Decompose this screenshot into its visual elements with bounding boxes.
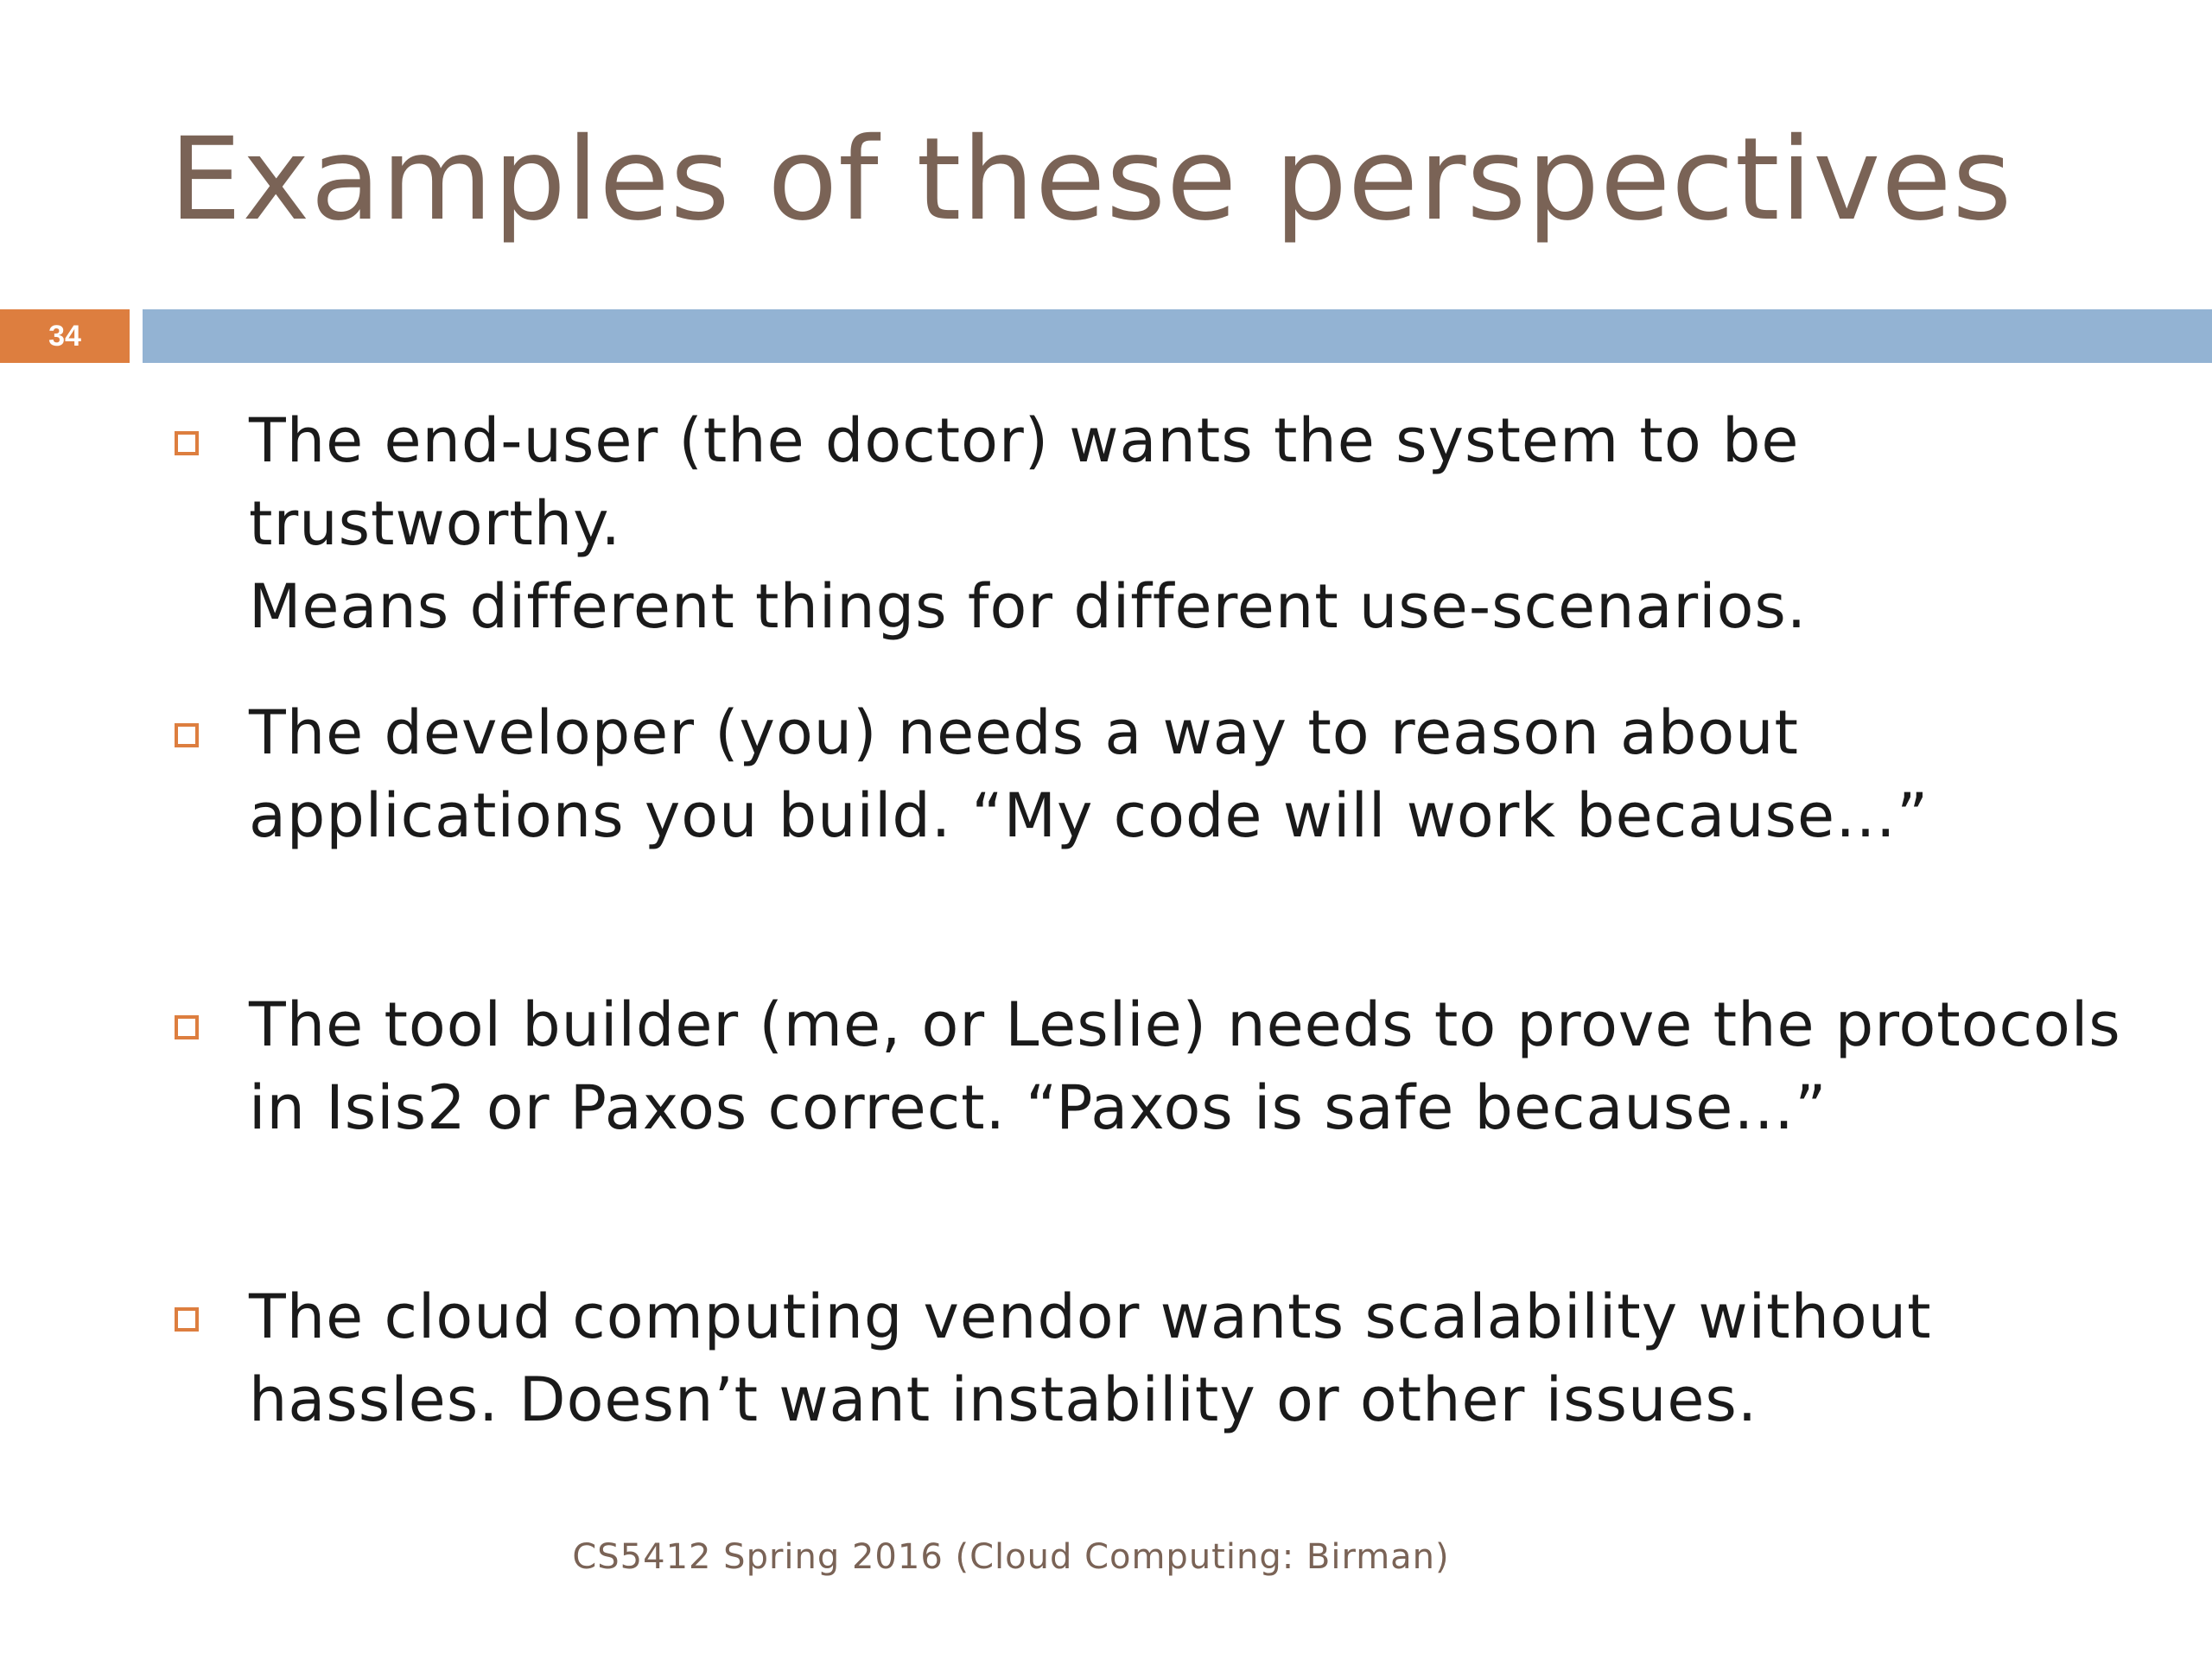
bullet-item <box>169 399 2157 691</box>
square-bullet-icon <box>175 1307 199 1332</box>
header-divider-bar <box>143 309 2212 363</box>
bullet-text: The cloud computing vendor wants scalability without hassles. Doesn’t want instability or other issues. <box>249 1281 1932 1435</box>
slide-footer: CS5412 Spring 2016 (Cloud Computing: Birman) <box>572 1537 1450 1577</box>
bullet-item <box>169 691 2157 983</box>
bullet-text: The end-user (the doctor) wants the system to be trustworthy. Means different things for different use-scenarios. <box>249 405 1808 642</box>
bullet-text: The tool builder (me, or Leslie) needs to prove the protocols in Isis2 or Paxos correct. “Paxos is safe because…” <box>249 989 2121 1143</box>
bullet-item <box>169 1275 2157 1567</box>
square-bullet-icon <box>175 1015 199 1039</box>
slide-number-badge: 34 <box>0 309 130 363</box>
bullet-item <box>169 983 2157 1275</box>
slide-title: Examples of these perspectives <box>169 113 2013 246</box>
square-bullet-icon <box>175 431 199 455</box>
bullet-list <box>169 399 2157 1567</box>
bullet-text: The developer (you) needs a way to reason about applications you build. “My code will work because…” <box>249 697 1929 851</box>
square-bullet-icon <box>175 723 199 747</box>
